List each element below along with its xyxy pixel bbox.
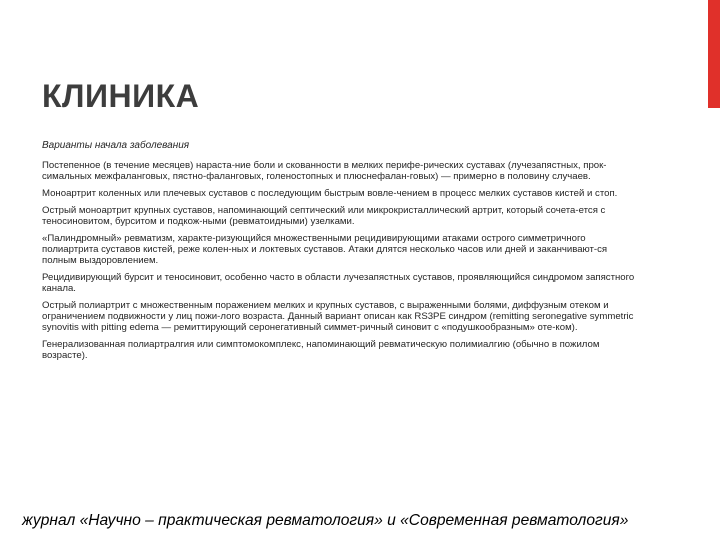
variant-paragraph: Рецидивирующий бурсит и теносиновит, особенно часто в области лучезапястных суставов, проявляющийся синдромом запястного канала. — [42, 272, 635, 294]
variant-paragraph: Генерализованная полиартралгия или симптомокомплекс, напоминающий ревматическую полимиалгию (обычно в пожилом возрасте). — [42, 339, 600, 361]
variant-paragraph: «Палиндромный» ревматизм, характе-ризующийся множественными рецидивирующими атаками острого симметричного полиартрита суставов кистей, реже колен-ных и локтевых суставов. Атаки длятся несколько часов или дней и заканчивают-ся полным выздоровлением. — [42, 233, 608, 266]
accent-bar — [708, 0, 720, 108]
footer-source: журнал «Научно – практическая ревматология» и «Современная ревматология» — [22, 512, 629, 529]
slide-subtitle: Варианты начала заболевания — [42, 140, 190, 151]
variant-paragraph: Острый полиартрит с множественным поражением мелких и крупных суставов, с выраженными болями, диффузным отеком и ограничением подвижности у лиц пожи-лого возраста. Данный вариант описан как RS3PE синдром (remitting seronegative symmetric synovitis with pitting edema — ремиттирующий серонегативный симмет-ричный синовит с «подушкообразным» оте-ком). — [42, 300, 634, 333]
variant-paragraph: Острый моноартрит крупных суставов, напоминающий септический или микрокристаллический артрит, который сочета-ется с теносиновитом, бурситом и подкож-ными (ревматоидными) узелками. — [42, 205, 606, 227]
content-body — [42, 160, 642, 367]
variant-paragraph: Моноартрит коленных или плечевых суставов с последующим быстрым вовле-чением в процесс мелких суставов кистей и стоп. — [42, 188, 618, 199]
variant-paragraph: Постепенное (в течение месяцев) нараста-ние боли и скованности в мелких перифе-рических суставах (лучезапястных, прок-симальных межфаланговых, пястно-фаланговых, голеностопных и плюснефалан-говых) — примерно в половину случаев. — [42, 160, 607, 182]
slide-title: КЛИНИКА — [42, 78, 200, 114]
